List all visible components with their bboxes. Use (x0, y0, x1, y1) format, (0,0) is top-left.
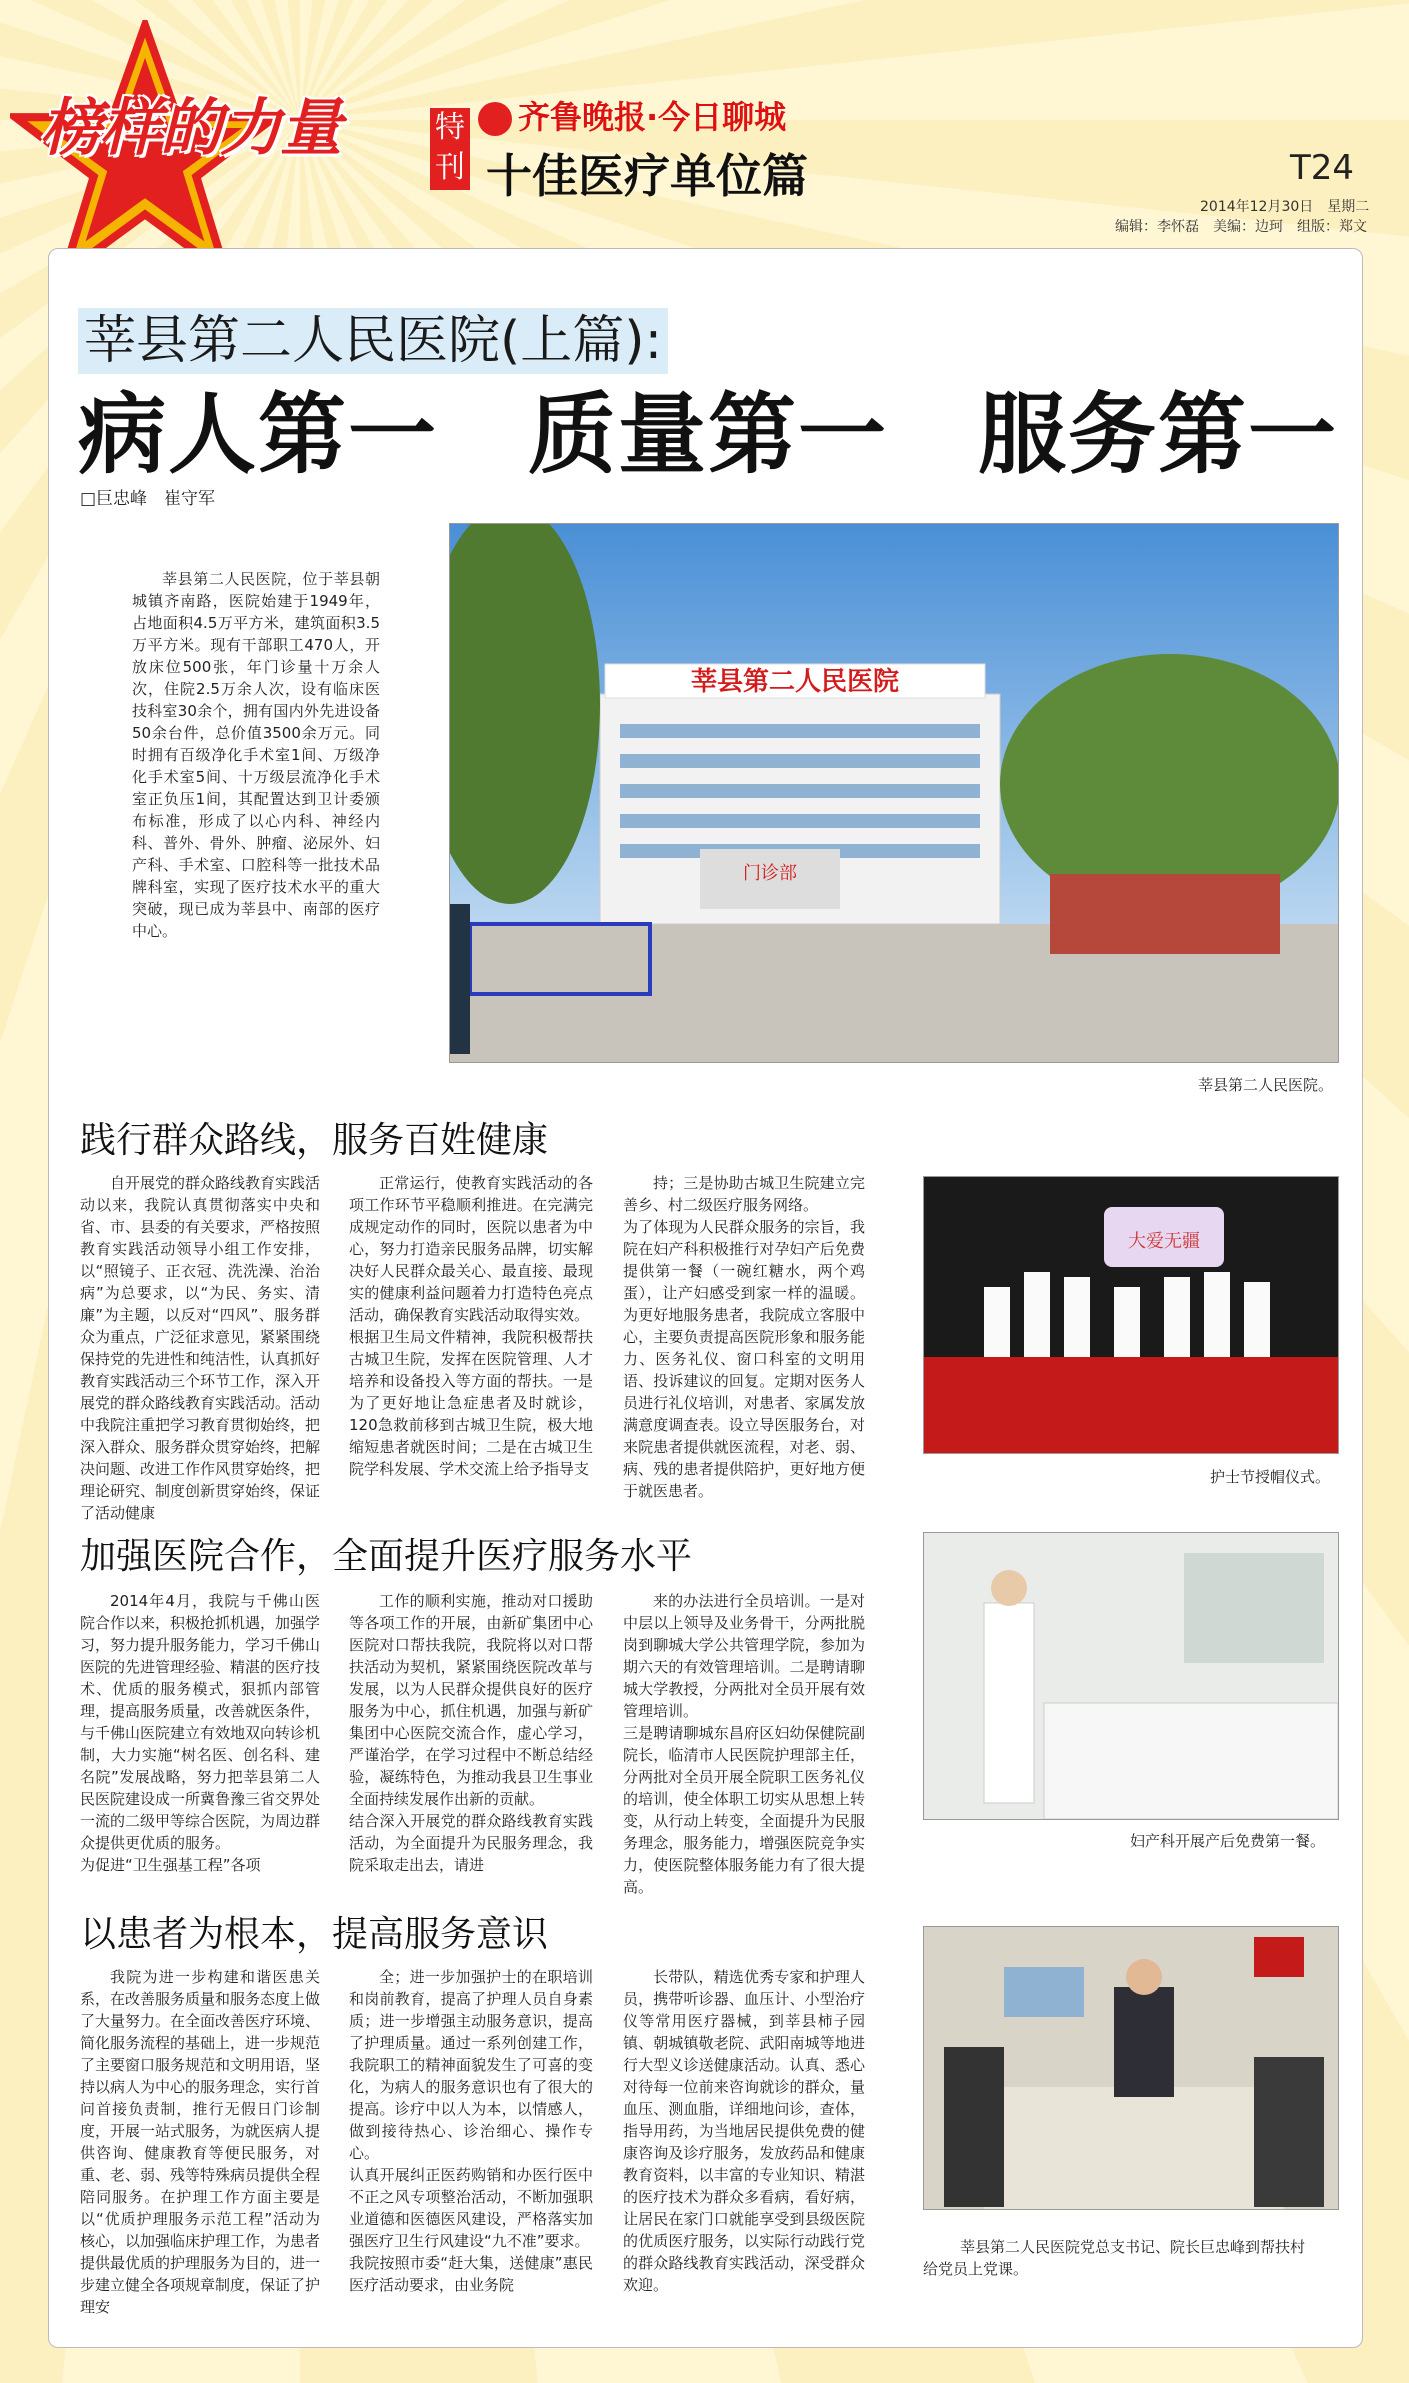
intro-paragraph: 莘县第二人民医院，位于莘县朝城镇齐南路，医院始建于1949年，占地面积4.5万平方米，建筑面积3.5万平方米。现有干部职工470人，开放床位500张，年门诊量十万余人次，住院2.5万余人次，设有临床医技科室30余个，拥有国内外先进设备50余台件，总价值3500余万元。同时拥有百级净化手术室1间、万级净化手术室5间、十万级层流净化手术室正负压1间，其配置达到卫计委颁布标准，形成了以心内科、神经内科、普外、骨外、肿瘤、泌尿外、妇产科、手术室、口腔科等一批技术品牌科室，实现了医疗技术水平的重大突破，现已成为莘县中、南部的医疗中心。 (132, 570, 380, 940)
section-heading-1: 践行群众路线，服务百姓健康 (80, 1120, 549, 1161)
byline: □巨忠峰 崔守军 (80, 489, 216, 509)
issue-date: 2014年12月30日 星期二 (1200, 199, 1370, 215)
nurse-ceremony-photo (923, 1176, 1339, 1454)
section-heading-2: 加强医院合作，全面提升医疗服务水平 (80, 1536, 693, 1577)
maternity-photo-caption: 妇产科开展产后免费第一餐。 (1130, 1832, 1326, 1850)
outpatient-door-text: 门诊部 (743, 863, 797, 884)
page-number: T24 (1290, 148, 1355, 188)
hospital-photo (449, 523, 1339, 1063)
special-issue-badge: 特刊 (430, 108, 470, 190)
hospital-photo-caption: 莘县第二人民医院。 (1198, 1076, 1334, 1094)
newspaper-name (478, 92, 786, 138)
section2-column3: 来的办法进行全员培训。一是对中层以上领导及业务骨干，分两批脱岗到聊城大学公共管理学院，参加为期六天的有效管理培训。二是聘请聊城大学教授，分两批对全员开展有效管理培训。 三是聘请聊城东昌府区妇幼保健院副院长，临清市人民医院护理部主任，分两批对全员开展全院职工医务礼仪的培训，使全体职工切实从思想上转变，从行动上转变，全面提升为民服务理念，服务能力，增强医院竞争实力，使医院整体服务能力有了很大提高。 (623, 1592, 865, 1896)
article-headline: 病人第一 质量第一 服务第一 (78, 383, 1339, 486)
section1-column1: 自开展党的群众路线教育实践活动以来，我院认真贯彻落实中央和省、市、县委的有关要求，严格按照教育实践活动领导小组工作安排，以“照镜子、正衣冠、洗洗澡、治治病”为总要求，以“为民、务实、清廉”为主题，以反对“四风”、服务群众为重点，广泛征求意见，紧紧围绕保持党的先进性和纯洁性，认真抓好教育实践活动三个环节工作，深入开展党的群众路线教育实践活动。活动中我院注重把学习教育贯彻始终，把深入群众、服务群众贯穿始终，把解决问题、改进工作作风贯穿始终，把理论研究、制度创新贯穿始终，保证了活动健康 (80, 1174, 321, 1522)
section3-column1: 我院为进一步构建和谐医患关系，在改善服务质量和服务态度上做了大量努力。在全面改善医疗环境、简化服务流程的基础上，进一步规范了主要窗口服务规范和文明用语，坚持以病人为中心的服务理念，实行首问首接负责制，推行无假日门诊制度，开展一站式服务，为就医病人提供咨询、健康教育等便民服务，对重、老、弱、残等特殊病员提供全程陪同服务。在护理工作方面主要是以“优质护理服务示范工程”活动为核心，以加强临床护理工作，为患者提供最优质的护理服务为目的，进一步建立健全各项规章制度，保证了护理安 (80, 1968, 321, 2316)
section1-column2: 正常运行，使教育实践活动的各项工作环节平稳顺利推进。在完满完成规定动作的同时，医院以患者为中心，努力打造亲民服务品牌，切实解决好人民群众最关心、最直接、最现实的健康利益问题着力打造特色亮点活动，确保教育实践活动取得实效。 根据卫生局文件精神，我院积极帮扶古城卫生院，发挥在医院管理、人才培养和设备投入等方面的帮扶。一是为了更好地让急症患者及时就诊，120急救前移到古城卫生院，极大地缩短患者就医时间；二是在古城卫生院学科发展、学术交流上给予指导支 (349, 1174, 593, 1478)
section-title: 十佳医疗单位篇 (486, 149, 808, 203)
nurse-photo-caption: 护士节授帽仪式。 (1210, 1468, 1331, 1486)
section3-column3: 长带队，精选优秀专家和护理人员，携带听诊器、血压计、小型治疗仪等常用医疗器械，到莘县柿子园镇、朝城镇敬老院、武阳南城等地进行大型义诊送健康活动。认真、悉心对待每一位前来咨询就诊的群众，量血压、测血脂，详细地问诊，查体，指导用药，为当地居民提供免费的健康咨询及诊疗服务，发放药品和健康教育资料，以丰富的专业知识、精湛的医疗技术为群众多看病，看好病，让居民在家门口就能享受到县级医院的优质医疗服务，以实际行动践行党的群众路线教育实践活动，深受群众欢迎。 (623, 1968, 865, 2294)
brand-title: 榜样的力量 (40, 91, 341, 164)
ceremony-banner-text: 大爱无疆 (1128, 1231, 1200, 1252)
editor-credits: 编辑：李怀磊 美编：边珂 组版：郑文 (1115, 219, 1367, 235)
section3-column2: 全；进一步加强护士的在职培训和岗前教育，提高了护理人员自身素质；进一步增强主动服务意识，提高了护理质量。通过一系列创建工作，我院职工的精神面貌发生了可喜的变化，为病人的服务意识也有了很大的提高。诊疗中以人为本，以情感人，做到接待热心、诊治细心、操作专心。 认真开展纠正医药购销和办医行医中不正之风专项整治活动，不断加强职业道德和医德医风建设，严格落实加强医疗卫生行风建设“九不准”要求。 我院按照市委“赶大集，送健康”惠民医疗活动要求，由业务院 (349, 1968, 593, 2294)
maternity-meal-photo (923, 1532, 1339, 1820)
section2-column1: 2014年4月，我院与千佛山医院合作以来，积极抢抓机遇，加强学习，努力提升服务能力，学习千佛山医院的先进管理经验、精湛的医疗技术、优质的服务模式，狠抓内部管理，提高服务质量，改善就医条件，与千佛山医院建立有效地双向转诊机制，大力实施“树名医、创名科、建名院”发展战略，努力把莘县第二人民医院建设成一所冀鲁豫三省交界处一流的二级甲等综合医院，为周边群众提供更优质的服务。 为促进“卫生强基工程”各项 (80, 1592, 321, 1874)
party-photo-caption-line2: 给党员上党课。 (923, 2260, 1029, 2278)
article-subtitle: 莘县第二人民医院(上篇): (78, 308, 668, 374)
section2-column2: 工作的顺利实施，推动对口援助等各项工作的开展，由新矿集团中心医院对口帮扶我院，我院将以对口帮扶活动为契机，紧紧围绕医院改革与发展，以为人民群众提供良好的医疗服务为中心，抓住机遇，加强与新矿集团中心医院交流合作，虚心学习，严谨治学，在学习过程中不断总结经验，凝练特色，为推动我县卫生事业全面持续发展作出新的贡献。 结合深入开展党的群众路线教育实践活动，为全面提升为民服务理念，我院采取走出去，请进 (349, 1592, 593, 1874)
party-lesson-photo (923, 1926, 1339, 2210)
party-photo-caption-line1: 莘县第二人民医院党总支书记、院长巨忠峰到帮扶村 (960, 2238, 1306, 2256)
section1-column3: 持；三是协助古城卫生院建立完善乡、村二级医疗服务网络。 为了体现为人民群众服务的宗旨，我院在妇产科积极推行对孕妇产后免费提供第一餐（一碗红糖水，两个鸡蛋），让产妇感受到家一样的温暖。为更好地服务患者，我院成立客服中心，主要负责提高医院形象和服务能力、医务礼仪、窗口科室的文明用语、投诉建议的回复。定期对医务人员进行礼仪培训，对患者、家属发放满意度调查表。设立导医服务台，对来院患者提供就医流程，对老、弱、病、残的患者提供陪护，更好地方便于就医患者。 (623, 1174, 865, 1500)
newspaper-name-text: 齐鲁晚报·今日聊城 (518, 98, 787, 136)
newspaper-logo-icon (478, 102, 512, 136)
section-heading-3: 以患者为根本，提高服务意识 (80, 1914, 549, 1955)
hospital-sign-text: 莘县第二人民医院 (690, 667, 900, 697)
